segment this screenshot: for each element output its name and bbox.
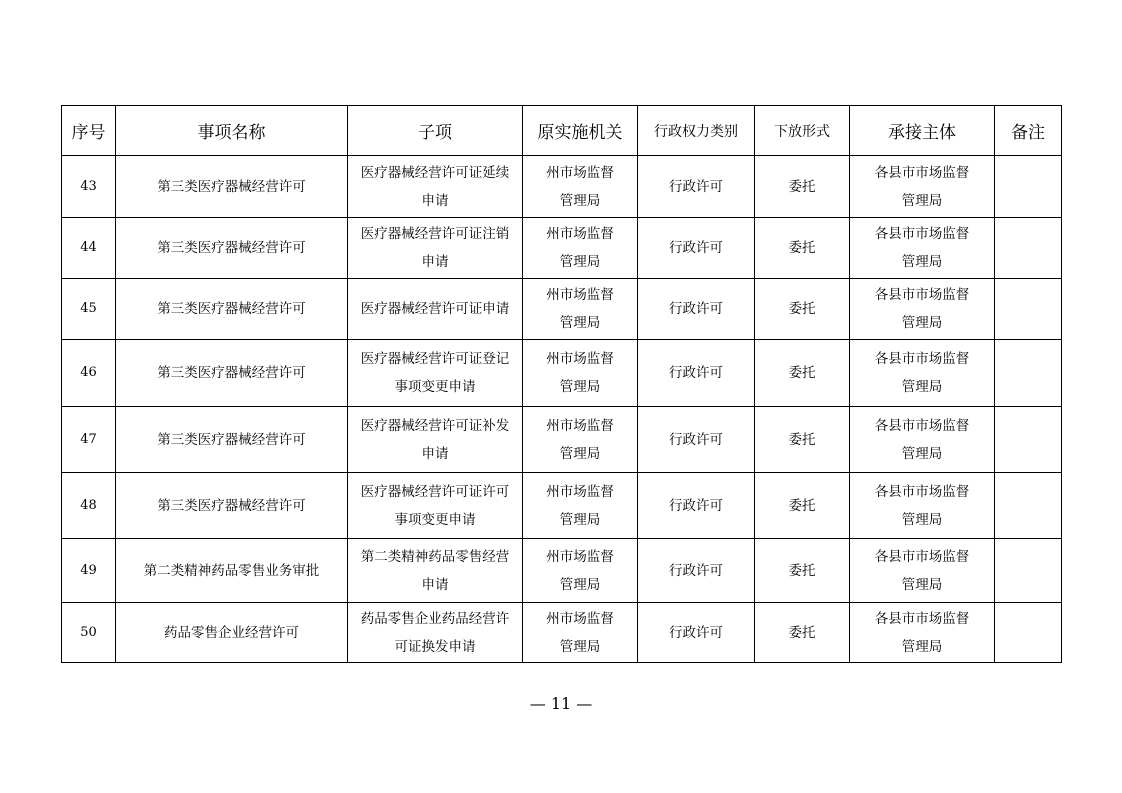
row-receiver-line: 管理局 — [901, 638, 943, 655]
row-power-category: 行政许可 — [638, 218, 755, 279]
row-seq: 50 — [62, 603, 116, 663]
row-receiver — [850, 156, 995, 218]
row-note — [995, 603, 1062, 663]
row-sub-item — [348, 279, 523, 340]
row-matter-name: 第三类医疗器械经营许可 — [116, 407, 348, 473]
row-power-category: 行政许可 — [638, 539, 755, 603]
row-matter-name: 第三类医疗器械经营许可 — [116, 156, 348, 218]
table-row — [62, 340, 1062, 407]
row-original-agency — [523, 156, 638, 218]
table-row — [62, 473, 1062, 539]
row-agency-line: 州市场监督 — [546, 226, 614, 242]
row-receiver-line: 管理局 — [901, 379, 943, 395]
matters-table — [61, 105, 1062, 663]
row-original-agency — [523, 218, 638, 279]
row-note — [995, 407, 1062, 473]
header-matter-name: 事项名称 — [116, 106, 348, 156]
row-delegation-form: 委托 — [755, 218, 850, 279]
row-sub-item — [348, 407, 523, 473]
row-agency-line: 州市场监督 — [546, 351, 614, 367]
row-note — [995, 279, 1062, 340]
table-row — [62, 539, 1062, 603]
row-agency-line: 管理局 — [559, 511, 601, 528]
row-sub-item-line: 医疗器械经营许可证补发 — [360, 417, 510, 434]
row-sub-item-line: 申请 — [421, 254, 449, 270]
table-row — [62, 279, 1062, 340]
row-note — [995, 156, 1062, 218]
row-matter-name: 第三类医疗器械经营许可 — [116, 473, 348, 539]
row-agency-line: 管理局 — [559, 192, 601, 209]
page-number: — 11 — — [529, 694, 593, 713]
row-matter-name: 第二类精神药品零售业务审批 — [116, 539, 348, 603]
row-original-agency — [523, 473, 638, 539]
row-power-category: 行政许可 — [638, 603, 755, 663]
row-delegation-form: 委托 — [755, 156, 850, 218]
row-agency-line: 管理局 — [559, 315, 601, 331]
table-row — [62, 218, 1062, 279]
row-receiver-line: 管理局 — [901, 576, 943, 593]
row-receiver-line: 各县市市场监督 — [874, 226, 970, 242]
row-receiver — [850, 603, 995, 663]
row-original-agency — [523, 539, 638, 603]
table-row — [62, 407, 1062, 473]
row-sub-item-line: 医疗器械经营许可证许可 — [360, 483, 510, 500]
row-sub-item-line: 申请 — [421, 445, 449, 462]
row-note — [995, 539, 1062, 603]
row-delegation-form: 委托 — [755, 539, 850, 603]
table-row — [62, 156, 1062, 218]
row-seq: 49 — [62, 539, 116, 603]
row-sub-item-line: 申请 — [421, 576, 449, 593]
row-original-agency — [523, 340, 638, 407]
row-original-agency — [523, 407, 638, 473]
row-original-agency — [523, 603, 638, 663]
row-original-agency — [523, 279, 638, 340]
header-row — [62, 106, 1062, 156]
row-receiver-line: 各县市市场监督 — [874, 417, 970, 434]
row-note — [995, 218, 1062, 279]
row-seq: 43 — [62, 156, 116, 218]
row-receiver-line: 各县市市场监督 — [874, 287, 970, 303]
row-receiver-line: 管理局 — [901, 192, 943, 209]
row-delegation-form: 委托 — [755, 473, 850, 539]
row-receiver-line: 各县市市场监督 — [874, 548, 970, 565]
row-power-category: 行政许可 — [638, 340, 755, 407]
row-receiver — [850, 473, 995, 539]
header-seq: 序号 — [62, 106, 116, 156]
header-receiver: 承接主体 — [850, 106, 995, 156]
row-sub-item-line: 第二类精神药品零售经营 — [360, 548, 510, 565]
row-receiver-line: 各县市市场监督 — [874, 351, 970, 367]
row-agency-line: 州市场监督 — [546, 483, 614, 500]
row-sub-item-line: 医疗器械经营许可证申请 — [360, 301, 510, 317]
row-sub-item-line: 医疗器械经营许可证延续 — [360, 164, 510, 181]
table-body — [62, 156, 1062, 663]
row-receiver — [850, 340, 995, 407]
row-delegation-form: 委托 — [755, 279, 850, 340]
row-receiver-line: 管理局 — [901, 315, 943, 331]
row-agency-line: 州市场监督 — [546, 548, 614, 565]
table-row — [62, 603, 1062, 663]
row-receiver-line: 各县市市场监督 — [874, 483, 970, 500]
row-sub-item-line: 事项变更申请 — [394, 511, 476, 528]
row-matter-name: 第三类医疗器械经营许可 — [116, 279, 348, 340]
header-sub-item: 子项 — [348, 106, 523, 156]
row-sub-item-line: 医疗器械经营许可证注销 — [360, 226, 510, 242]
row-receiver-line: 管理局 — [901, 254, 943, 270]
row-seq: 46 — [62, 340, 116, 407]
row-delegation-form: 委托 — [755, 407, 850, 473]
row-delegation-form: 委托 — [755, 603, 850, 663]
row-sub-item — [348, 603, 523, 663]
row-receiver — [850, 407, 995, 473]
row-seq: 45 — [62, 279, 116, 340]
row-sub-item-line: 可证换发申请 — [394, 638, 476, 655]
row-receiver-line: 各县市市场监督 — [874, 610, 970, 627]
row-seq: 47 — [62, 407, 116, 473]
header-delegation-form: 下放形式 — [755, 106, 850, 156]
row-sub-item-line: 申请 — [421, 192, 449, 209]
row-sub-item-line: 医疗器械经营许可证登记 — [360, 351, 510, 367]
row-power-category: 行政许可 — [638, 279, 755, 340]
row-sub-item — [348, 539, 523, 603]
row-power-category: 行政许可 — [638, 407, 755, 473]
row-agency-line: 州市场监督 — [546, 417, 614, 434]
row-receiver-line: 各县市市场监督 — [874, 164, 970, 181]
row-power-category: 行政许可 — [638, 473, 755, 539]
row-agency-line: 州市场监督 — [546, 610, 614, 627]
row-note — [995, 473, 1062, 539]
row-agency-line: 管理局 — [559, 576, 601, 593]
row-sub-item — [348, 340, 523, 407]
row-delegation-form: 委托 — [755, 340, 850, 407]
row-note — [995, 340, 1062, 407]
row-matter-name: 第三类医疗器械经营许可 — [116, 340, 348, 407]
row-agency-line: 管理局 — [559, 638, 601, 655]
row-power-category: 行政许可 — [638, 156, 755, 218]
row-sub-item — [348, 156, 523, 218]
row-agency-line: 管理局 — [559, 254, 601, 270]
row-sub-item — [348, 473, 523, 539]
row-receiver — [850, 218, 995, 279]
row-receiver — [850, 279, 995, 340]
row-sub-item-line: 药品零售企业药品经营许 — [360, 610, 510, 627]
row-sub-item-line: 事项变更申请 — [394, 379, 476, 395]
row-receiver-line: 管理局 — [901, 511, 943, 528]
header-note: 备注 — [995, 106, 1062, 156]
row-seq: 44 — [62, 218, 116, 279]
header-power-category: 行政权力类别 — [638, 106, 755, 156]
header-original-agency: 原实施机关 — [523, 106, 638, 156]
row-seq: 48 — [62, 473, 116, 539]
row-agency-line: 管理局 — [559, 445, 601, 462]
row-matter-name: 第三类医疗器械经营许可 — [116, 218, 348, 279]
row-agency-line: 州市场监督 — [546, 287, 614, 303]
row-agency-line: 州市场监督 — [546, 164, 614, 181]
row-receiver-line: 管理局 — [901, 445, 943, 462]
row-sub-item — [348, 218, 523, 279]
row-matter-name: 药品零售企业经营许可 — [116, 603, 348, 663]
row-agency-line: 管理局 — [559, 379, 601, 395]
row-receiver — [850, 539, 995, 603]
